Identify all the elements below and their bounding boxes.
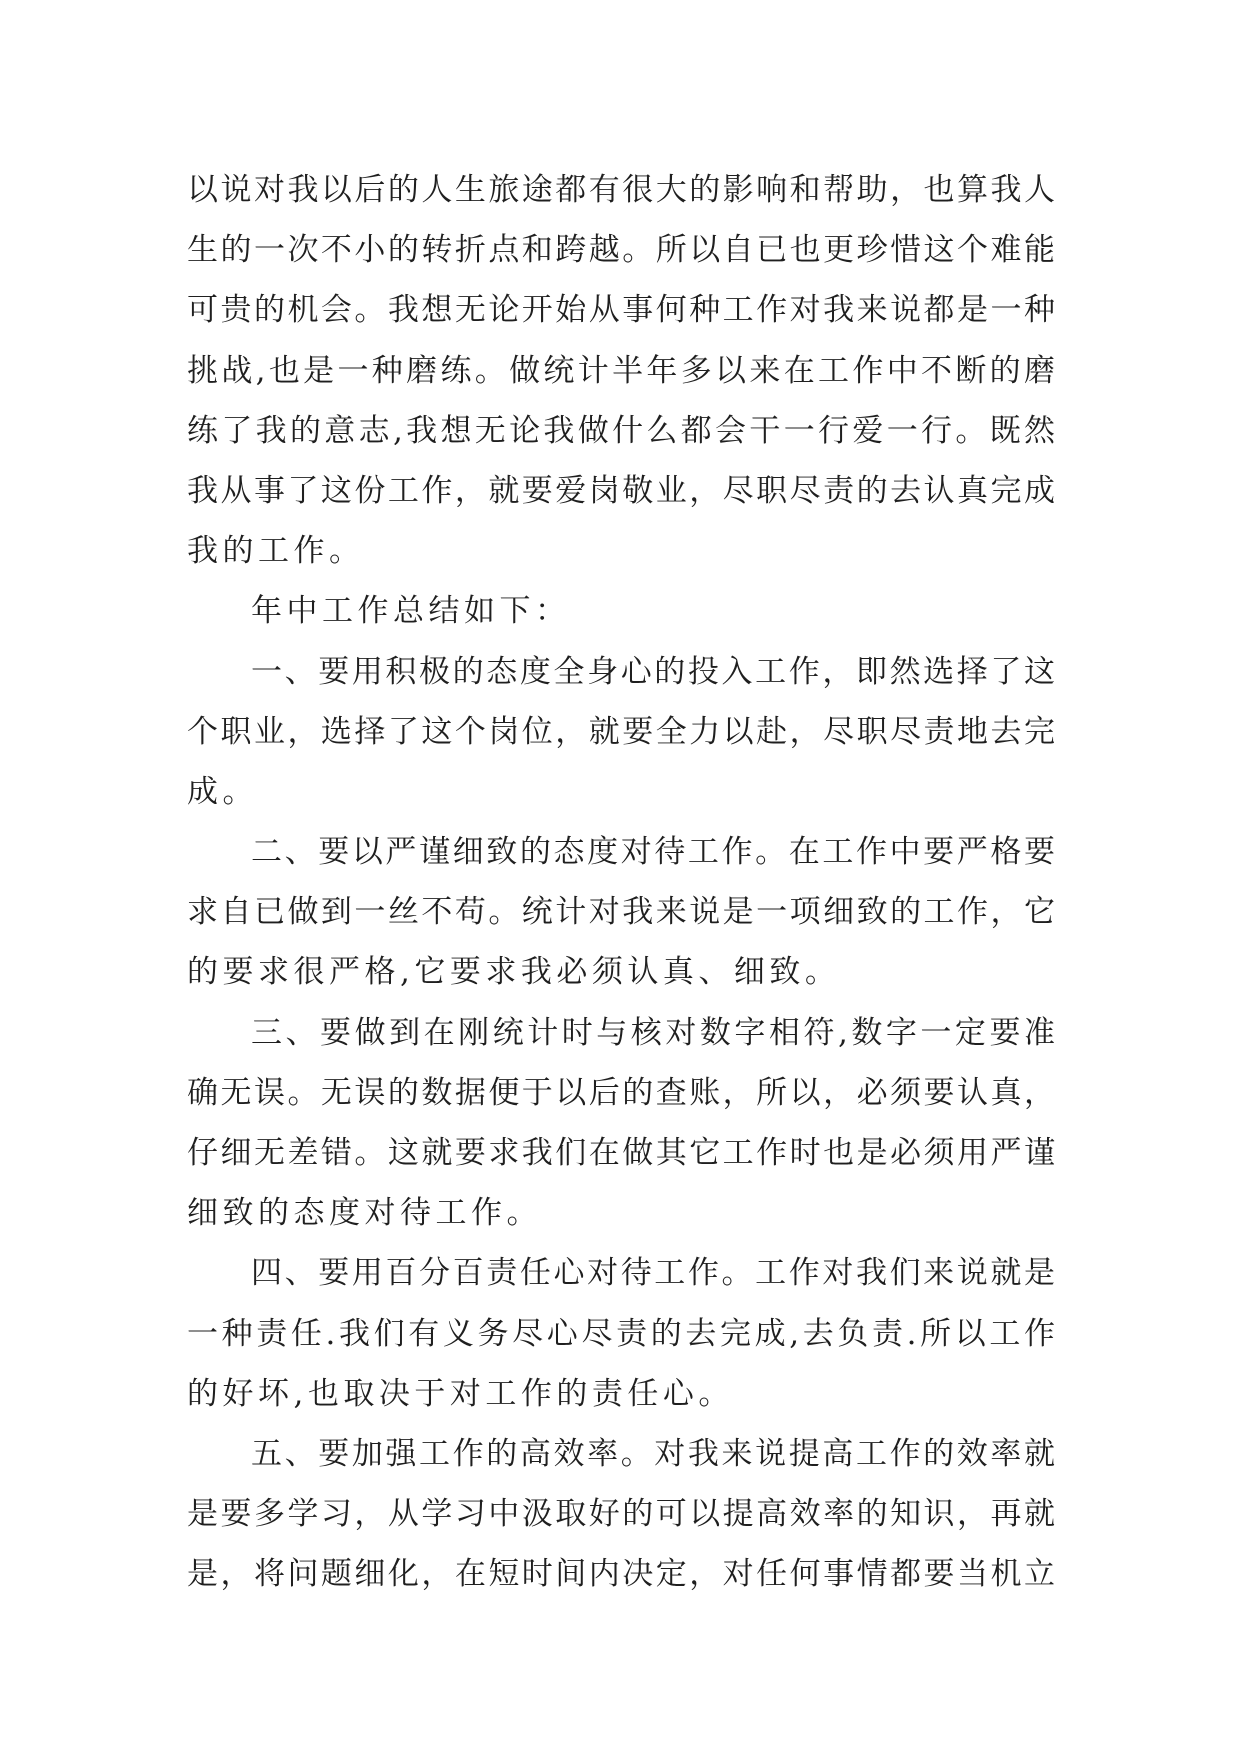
- text-line: 仔细无差错。这就要求我们在做其它工作时也是必须用严谨: [187, 1135, 1055, 1171]
- text-line: 细致的态度对待工作。: [187, 1195, 542, 1232]
- text-line: 五、要加强工作的高效率。对我来说提高工作的效率就: [251, 1435, 1055, 1472]
- text-line: 二、要以严谨细致的态度对待工作。在工作中要严格要: [251, 834, 1055, 871]
- text-line: 挑战,也是一种磨练。做统计半年多以来在工作中不断的磨: [187, 352, 1055, 389]
- text-line: 的好坏,也取决于对工作的责任心。: [187, 1375, 734, 1412]
- text-line: 一、要用积极的态度全身心的投入工作，即然选择了这: [251, 653, 1055, 690]
- text-line: 可贵的机会。我想无论开始从事何种工作对我来说都是一种: [187, 292, 1055, 329]
- text-line: 练了我的意志,我想无论我做什么都会干一行爱一行。既然: [187, 412, 1055, 449]
- text-line: 是，将问题细化，在短时间内决定，对任何事情都要当机立: [187, 1556, 1055, 1593]
- text-line: 成。: [187, 773, 258, 810]
- section-heading: 年中工作总结如下：: [251, 593, 571, 630]
- text-line: 我从事了这份工作，就要爱岗敬业，尽职尽责的去认真完成: [187, 472, 1055, 509]
- text-line: 求自已做到一丝不苟。统计对我来说是一项细致的工作，它: [187, 894, 1055, 931]
- text-line: 三、要做到在刚统计时与核对数字相符,数字一定要准: [251, 1014, 1055, 1051]
- text-line: 四、要用百分百责任心对待工作。工作对我们来说就是: [251, 1255, 1055, 1292]
- text-line: 个职业，选择了这个岗位，就要全力以赴，尽职尽责地去完: [187, 713, 1055, 750]
- text-line: 的要求很严格,它要求我必须认真、细致。: [187, 954, 841, 991]
- text-line: 确无误。无误的数据便于以后的查账，所以，必须要认真，: [187, 1074, 1055, 1111]
- text-line: 我的工作。: [187, 533, 365, 570]
- text-line: 以说对我以后的人生旅途都有很大的影响和帮助，也算我人: [187, 172, 1055, 208]
- text-line: 一种责任.我们有义务尽心尽责的去完成,去负责.所以工作: [187, 1315, 1055, 1352]
- text-line: 是要多学习，从学习中汲取好的可以提高效率的知识，再就: [187, 1496, 1055, 1533]
- document-body: [187, 160, 1055, 1605]
- text-line: 生的一次不小的转折点和跨越。所以自已也更珍惜这个难能: [187, 232, 1055, 269]
